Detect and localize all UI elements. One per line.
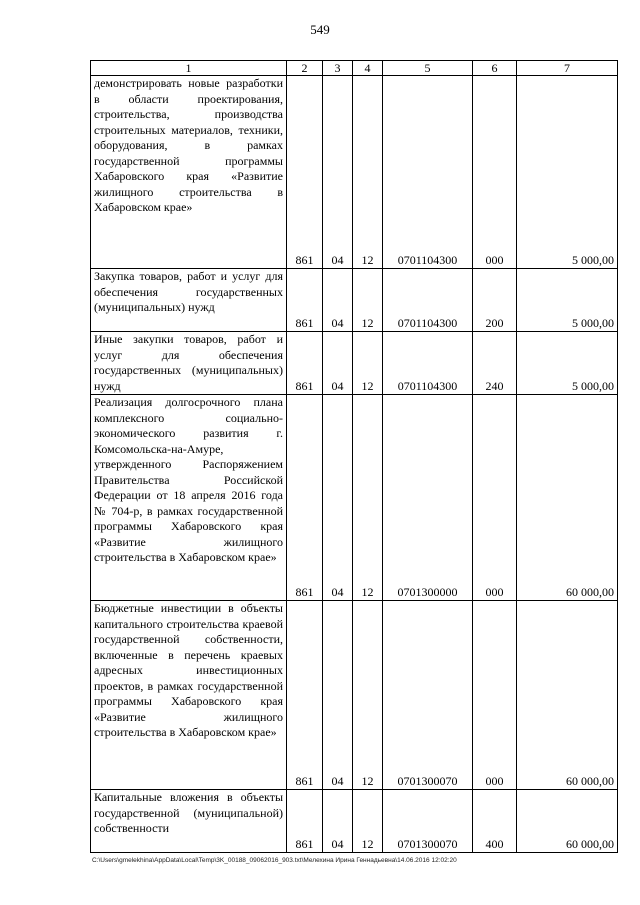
table-row — [91, 395, 618, 601]
column-header-6: 6 — [473, 61, 517, 76]
subsection-code-cell: 12 — [353, 269, 383, 332]
column-header-5: 5 — [383, 61, 473, 76]
section-code-cell: 04 — [323, 790, 353, 853]
column-header-3: 3 — [323, 61, 353, 76]
table-row — [91, 76, 618, 269]
expense-type-cell: 000 — [473, 601, 517, 790]
ministry-code-cell: 861 — [287, 790, 323, 853]
page-number: 549 — [310, 22, 330, 37]
target-article-cell: 0701300000 — [383, 395, 473, 601]
subsection-code-cell: 12 — [353, 790, 383, 853]
amount-cell: 5 000,00 — [517, 269, 618, 332]
row-name-cell: Закупка товаров, работ и услуг для обеспечения государственных (муниципальных) нужд — [91, 269, 287, 332]
table-row — [91, 601, 618, 790]
section-code-cell: 04 — [323, 332, 353, 395]
ministry-code-cell: 861 — [287, 76, 323, 269]
amount-cell: 60 000,00 — [517, 790, 618, 853]
file-path-footer: C:\Users\gmelekhina\AppData\Local\Temp\3K_00188_09062016_903.txt\Мелехина Ирина Геннадьевна\14.06.2016 12:02:20 — [92, 857, 457, 864]
row-name-cell: Бюджетные инвестиции в объекты капитального строительства краевой государственной собственности, включенные в перечень краевых адресных инвестиционных проектов, в рамках государственной программы Хабаровского края «Развитие жилищного строительства в Хабаровском крае» — [91, 601, 287, 790]
amount-cell: 60 000,00 — [517, 395, 618, 601]
target-article-cell: 0701104300 — [383, 332, 473, 395]
subsection-code-cell: 12 — [353, 76, 383, 269]
expense-type-cell: 000 — [473, 395, 517, 601]
section-code-cell: 04 — [323, 395, 353, 601]
row-name-cell: демонстрировать новые разработки в области проектирования, строительства, производства строительных материалов, техники, оборудования, в рамках государственной программы Хабаровского края «Развитие жилищного строительства в Хабаровском крае» — [91, 76, 287, 269]
expense-type-cell: 000 — [473, 76, 517, 269]
column-header-4: 4 — [353, 61, 383, 76]
section-code-cell: 04 — [323, 601, 353, 790]
row-name-cell: Иные закупки товаров, работ и услуг для обеспечения государственных (муниципальных) нужд — [91, 332, 287, 395]
subsection-code-cell: 12 — [353, 332, 383, 395]
subsection-code-cell: 12 — [353, 601, 383, 790]
column-number-header-row — [91, 61, 618, 76]
table-row — [91, 790, 618, 853]
expense-type-cell: 240 — [473, 332, 517, 395]
column-header-2: 2 — [287, 61, 323, 76]
ministry-code-cell: 861 — [287, 332, 323, 395]
table-row — [91, 269, 618, 332]
amount-cell: 60 000,00 — [517, 601, 618, 790]
expense-type-cell: 400 — [473, 790, 517, 853]
column-header-7: 7 — [517, 61, 618, 76]
target-article-cell: 0701300070 — [383, 790, 473, 853]
ministry-code-cell: 861 — [287, 395, 323, 601]
target-article-cell: 0701300070 — [383, 601, 473, 790]
expense-type-cell: 200 — [473, 269, 517, 332]
amount-cell: 5 000,00 — [517, 332, 618, 395]
target-article-cell: 0701104300 — [383, 269, 473, 332]
section-code-cell: 04 — [323, 76, 353, 269]
section-code-cell: 04 — [323, 269, 353, 332]
row-name-cell: Капитальные вложения в объекты государственной (муниципальной) собственности — [91, 790, 287, 853]
budget-table — [90, 60, 618, 853]
amount-cell: 5 000,00 — [517, 76, 618, 269]
subsection-code-cell: 12 — [353, 395, 383, 601]
column-header-1: 1 — [91, 61, 287, 76]
ministry-code-cell: 861 — [287, 269, 323, 332]
table-row — [91, 332, 618, 395]
ministry-code-cell: 861 — [287, 601, 323, 790]
target-article-cell: 0701104300 — [383, 76, 473, 269]
row-name-cell: Реализация долгосрочного плана комплексного социально-экономического развития г. Комсомольска-на-Амуре, утвержденного Распоряжением Правительства Российской Федерации от 18 апреля 2016 года № 704-р, в рамках государственной программы Хабаровского края «Развитие жилищного строительства в Хабаровском крае» — [91, 395, 287, 601]
